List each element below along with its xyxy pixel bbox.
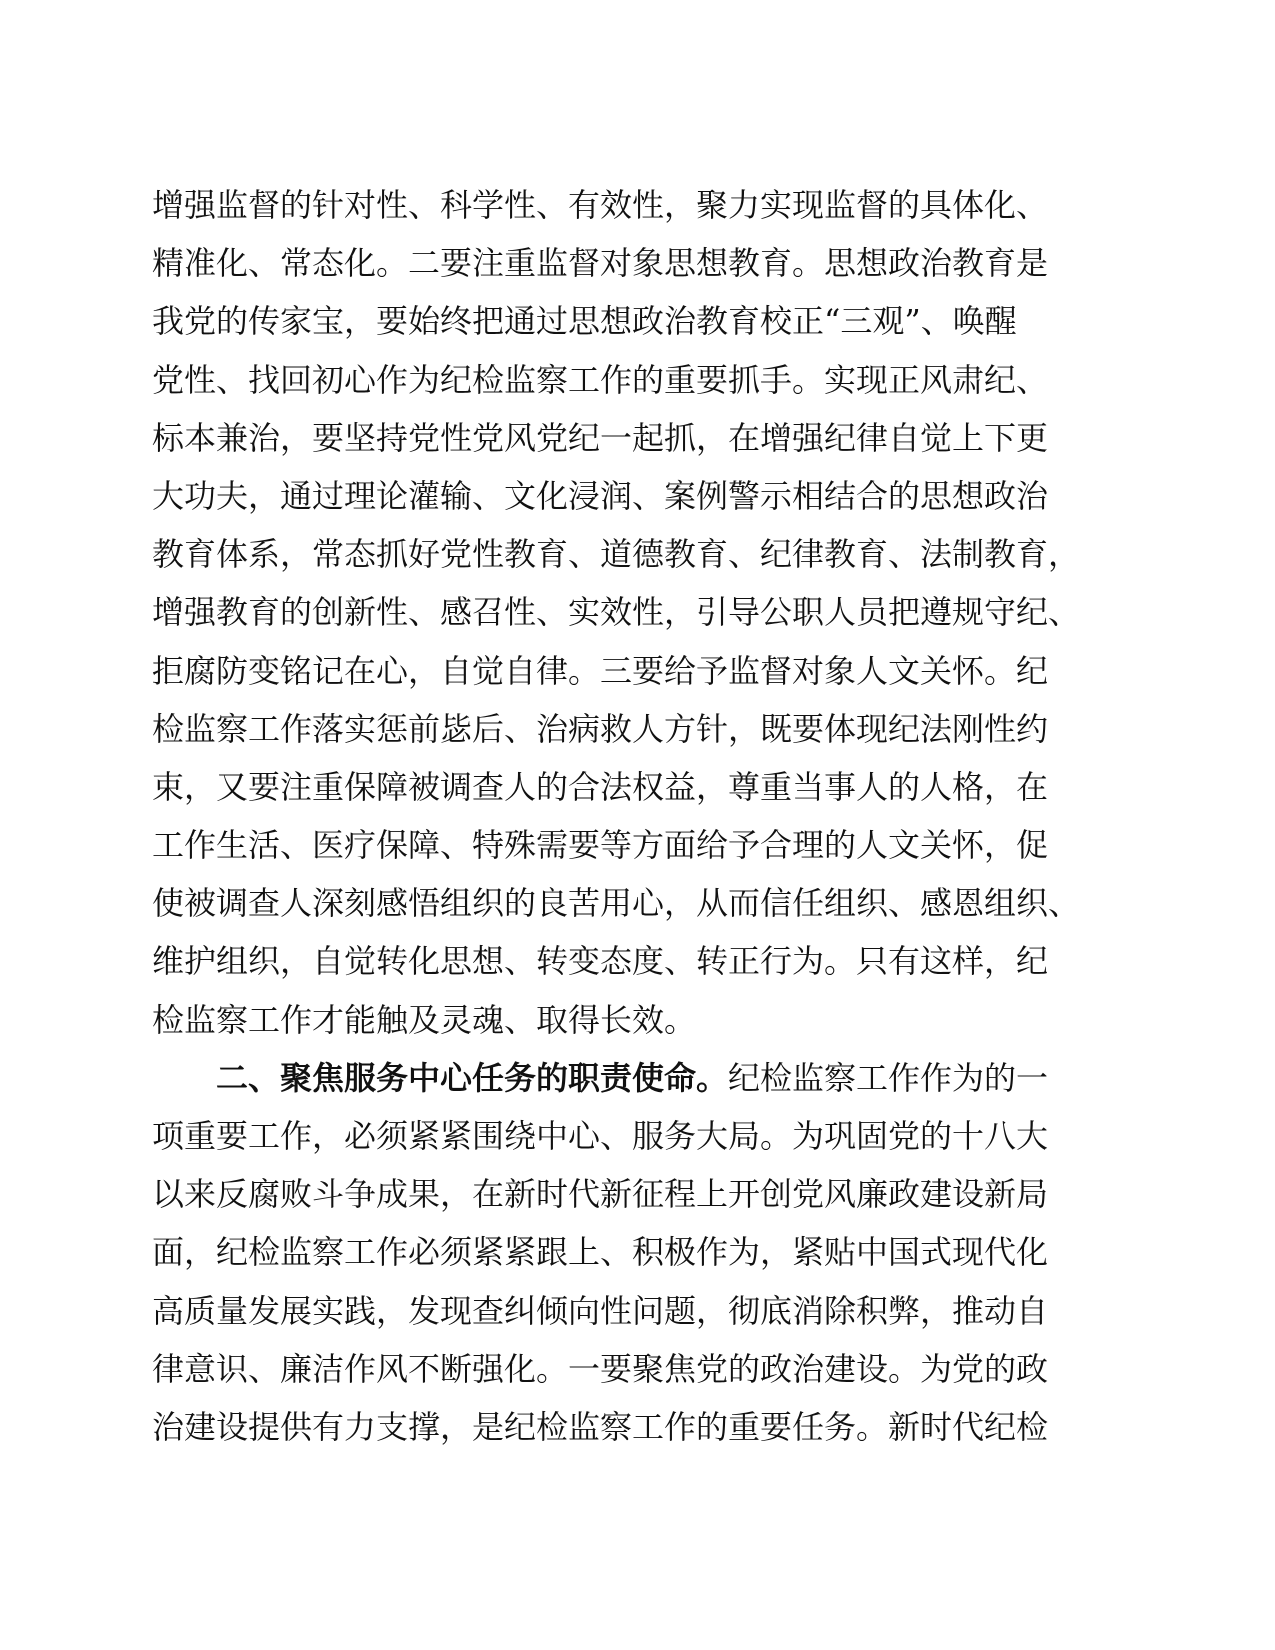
- text-line: 增强监督的针对性、科学性、有效性，聚力实现监督的具体化、: [152, 186, 1049, 224]
- text-line: 标本兼治，要坚持党性党风党纪一起抓，在增强纪律自觉上下更: [152, 418, 1049, 457]
- text-line: 检监察工作才能触及灵魂、取得长效。: [152, 1000, 697, 1039]
- section-two-first-line-text: 纪检监察工作作为的一: [728, 1058, 1049, 1097]
- text-line: 教育体系，常态抓好党性教育、道德教育、纪律教育、法制教育，: [152, 535, 1081, 574]
- text-line: 维护组织，自觉转化思想、转变态度、转正行为。只有这样，纪: [152, 942, 1049, 981]
- text-line: 党性、找回初心作为纪检监察工作的重要抓手。实现正风肃纪、: [152, 360, 1049, 399]
- text-line: 高质量发展实践，发现查纠倾向性问题，彻底消除积弊，推动自: [152, 1291, 1049, 1330]
- text-line: 我党的传家宝，要始终把通过思想政治教育校正“三观”、唤醒: [152, 302, 1017, 341]
- paragraph-section-two: [152, 1049, 1112, 1456]
- section-two-first-line: [152, 1049, 1112, 1107]
- text-line: 拒腐防变铭记在心，自觉自律。三要给予监督对象人文关怀。纪: [152, 651, 1049, 690]
- text-line: 工作生活、医疗保障、特殊需要等方面给予合理的人文关怀，促: [152, 826, 1049, 865]
- text-line: 精准化、常态化。二要注重监督对象思想教育。思想政治教育是: [152, 244, 1049, 283]
- text-line: 治建设提供有力支撑，是纪检监察工作的重要任务。新时代纪检: [152, 1407, 1049, 1446]
- text-line: 面，纪检监察工作必须紧紧跟上、积极作为，紧贴中国式现代化: [152, 1233, 1049, 1272]
- text-line: 使被调查人深刻感悟组织的良苦用心，从而信任组织、感恩组织、: [152, 884, 1081, 923]
- text-line: 大功夫，通过理论灌输、文化浸润、案例警示相结合的思想政治: [152, 476, 1049, 515]
- section-two-heading: 二、聚焦服务中心任务的职责使命。: [216, 1058, 729, 1097]
- text-line: 束，又要注重保障被调查人的合法权益，尊重当事人的人格，在: [152, 767, 1049, 806]
- text-line: 项重要工作，必须紧紧围绕中心、服务大局。为巩固党的十八大: [152, 1117, 1049, 1155]
- text-line: 检监察工作落实惩前毖后、治病救人方针，既要体现纪法刚性约: [152, 709, 1049, 748]
- text-line: 增强教育的创新性、感召性、实效性，引导公职人员把遵规守纪、: [152, 593, 1081, 632]
- paragraph-supervision-education: [152, 176, 1112, 1049]
- body-text: [152, 176, 1112, 1456]
- text-line: 律意识、廉洁作风不断强化。一要聚焦党的政治建设。为党的政: [152, 1349, 1049, 1388]
- text-line: 以来反腐败斗争成果，在新时代新征程上开创党风廉政建设新局: [152, 1175, 1049, 1214]
